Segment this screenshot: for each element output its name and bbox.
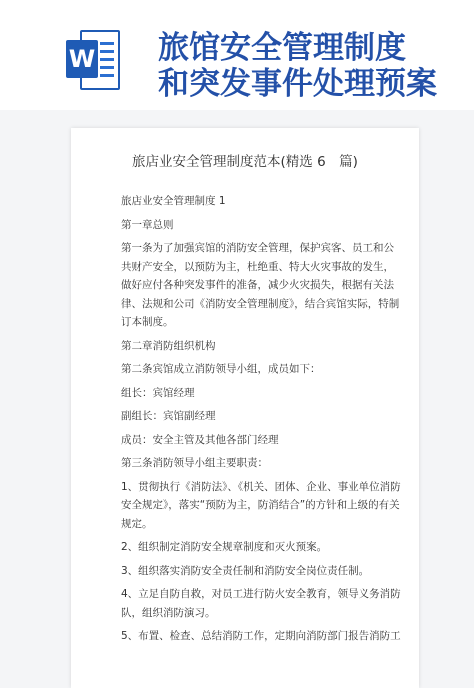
paragraph: 第一章总则 — [121, 218, 174, 231]
document-body — [121, 192, 403, 651]
document-title: 旅店业安全管理制度范本(精选 6 篇) — [132, 154, 358, 170]
paragraph: 5、布置、检查、总结消防工作，定期向消防部门报告消防工 — [121, 630, 401, 642]
paragraph: 第二条宾馆成立消防领导小组，成员如下： — [121, 363, 321, 375]
paragraph: 第二章消防组织机构 — [121, 339, 216, 352]
page-title-line-2: 和突发事件处理预案 — [158, 66, 437, 102]
header-banner — [0, 0, 474, 110]
paragraph: 副组长：宾馆副经理 — [121, 410, 216, 422]
paragraph: 第一条为了加强宾馆的消防安全管理，保护宾客、员工和公共财产安全，以预防为主，杜绝重、特大火灾事故的发生，做好应付各种突发事件的准备，减少火灾损失，根据有关法律、法规和公司《消防安全管理制度》，结合宾馆实际，特制订本制度。 — [121, 242, 400, 328]
paragraph: 旅店业安全管理制度 1 — [121, 195, 226, 207]
page-title — [158, 30, 468, 102]
paragraph: 2、组织制定消防安全规章制度和灭火预案。 — [121, 541, 328, 553]
paragraph: 成员：安全主管及其他各部门经理 — [121, 433, 279, 446]
paragraph: 组长：宾馆经理 — [121, 386, 195, 399]
paragraph: 第三条消防领导小组主要职责： — [121, 457, 268, 469]
word-icon-letter: W — [66, 40, 98, 78]
paragraph: 1、贯彻执行《消防法》、《机关、团体、企业、事业单位消防安全规定》，落实“预防为主，防消结合”的方针和上级的有关规定。 — [121, 480, 401, 530]
document-page — [71, 128, 419, 688]
paragraph: 4、立足自防自救，对员工进行防火安全教育，领导义务消防队，组织消防演习。 — [121, 588, 401, 619]
paragraph: 3、组织落实消防安全责任制和消防安全岗位责任制。 — [121, 564, 370, 577]
page-title-line-1: 旅馆安全管理制度 — [158, 30, 406, 66]
word-icon — [66, 30, 118, 90]
